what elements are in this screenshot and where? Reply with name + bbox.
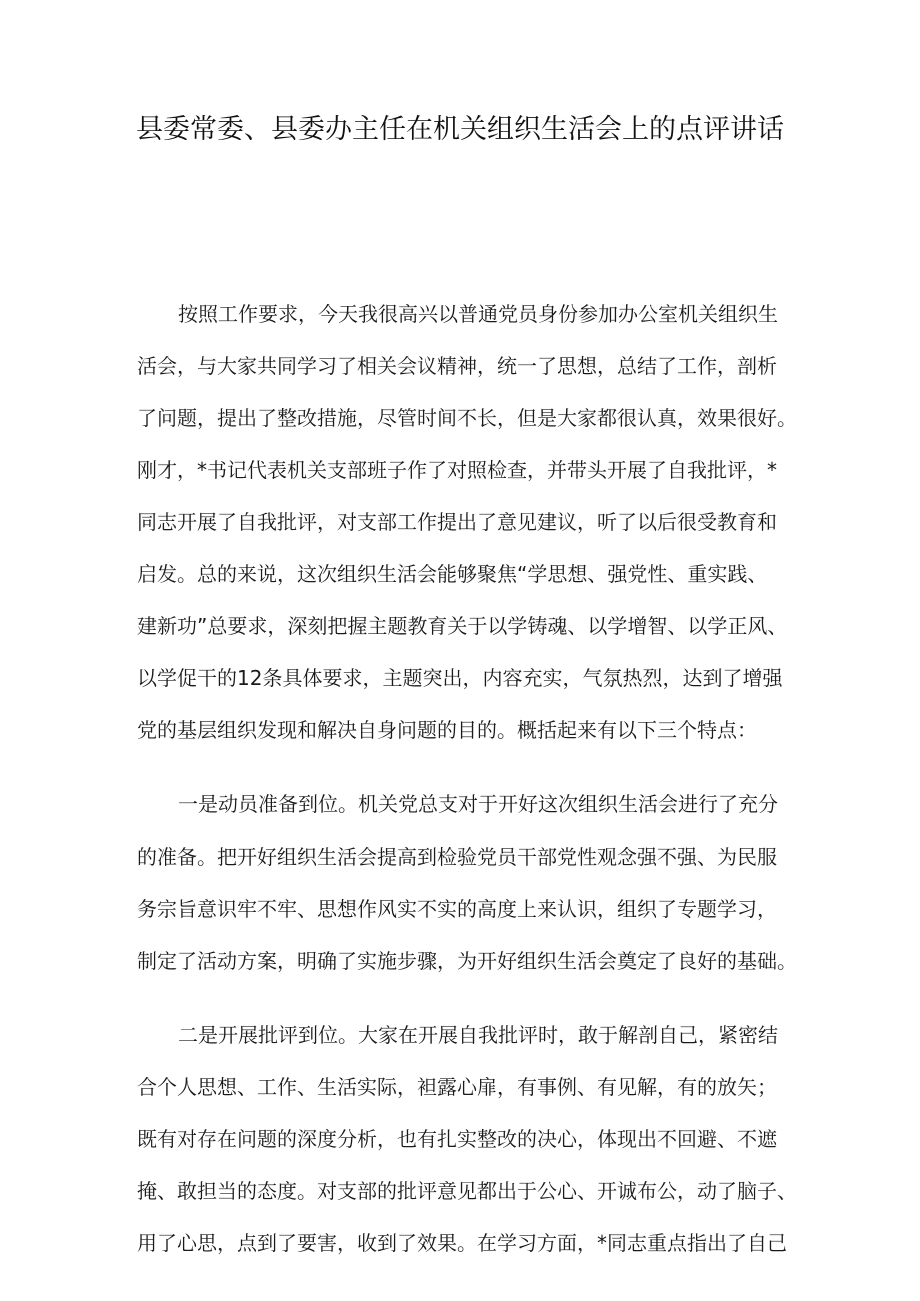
text-line: 用了心思，点到了要害，收到了效果。在学习方面，*同志重点指出了自己 — [137, 1231, 787, 1255]
text-line: 同志开展了自我批评，对支部工作提出了意见建议，听了以后很受教育和 — [137, 510, 777, 534]
text-line: 启发。总的来说，这次组织生活会能够聚焦“学思想、强党性、重实践、 — [137, 562, 768, 586]
text-line: 务宗旨意识牢不牢、思想作风实不实的高度上来认识，组织了专题学习， — [137, 897, 777, 921]
text-line: 刚才，*书记代表机关支部班子作了对照检查，并带头开展了自我批评，* — [137, 458, 777, 482]
text-line: 建新功”总要求，深刻把握主题教育关于以学铸魂、以学增智、以学正风、 — [137, 614, 788, 638]
text-line: 一是动员准备到位。机关党总支对于开好这次组织生活会进行了充分 — [178, 792, 778, 816]
text-line: 按照工作要求，今天我很高兴以普通党员身份参加办公室机关组织生 — [178, 302, 778, 326]
text-line: 了问题，提出了整改措施，尽管时间不长，但是大家都很认真，效果很好。 — [137, 406, 797, 430]
text-line: 制定了活动方案，明确了实施步骤，为开好组织生活会奠定了良好的基础。 — [137, 949, 797, 973]
text-line: 二是开展批评到位。大家在开展自我批评时，敢于解剖自己，紧密结 — [178, 1023, 778, 1047]
text-line: 合个人思想、工作、生活实际，袒露心扉，有事例、有见解，有的放矢； — [137, 1075, 777, 1099]
text-line: 党的基层组织发现和解决自身问题的目的。概括起来有以下三个特点： — [137, 718, 757, 742]
text-line: 以学促干的12条具体要求，主题突出，内容充实，气氛热烈，达到了增强 — [137, 666, 783, 690]
text-line: 的准备。把开好组织生活会提高到检验党员干部党性观念强不强、为民服 — [137, 845, 777, 869]
text-line: 活会，与大家共同学习了相关会议精神，统一了思想，总结了工作，剖析 — [137, 354, 777, 378]
document-title: 县委常委、县委办主任在机关组织生活会上的点评讲话 — [136, 114, 784, 145]
text-line: 既有对存在问题的深度分析，也有扎实整改的决心，体现出不回避、不遮 — [137, 1127, 777, 1151]
text-line: 掩、敢担当的态度。对支部的批评意见都出于公心、开诚布公，动了脑子、 — [137, 1179, 797, 1203]
